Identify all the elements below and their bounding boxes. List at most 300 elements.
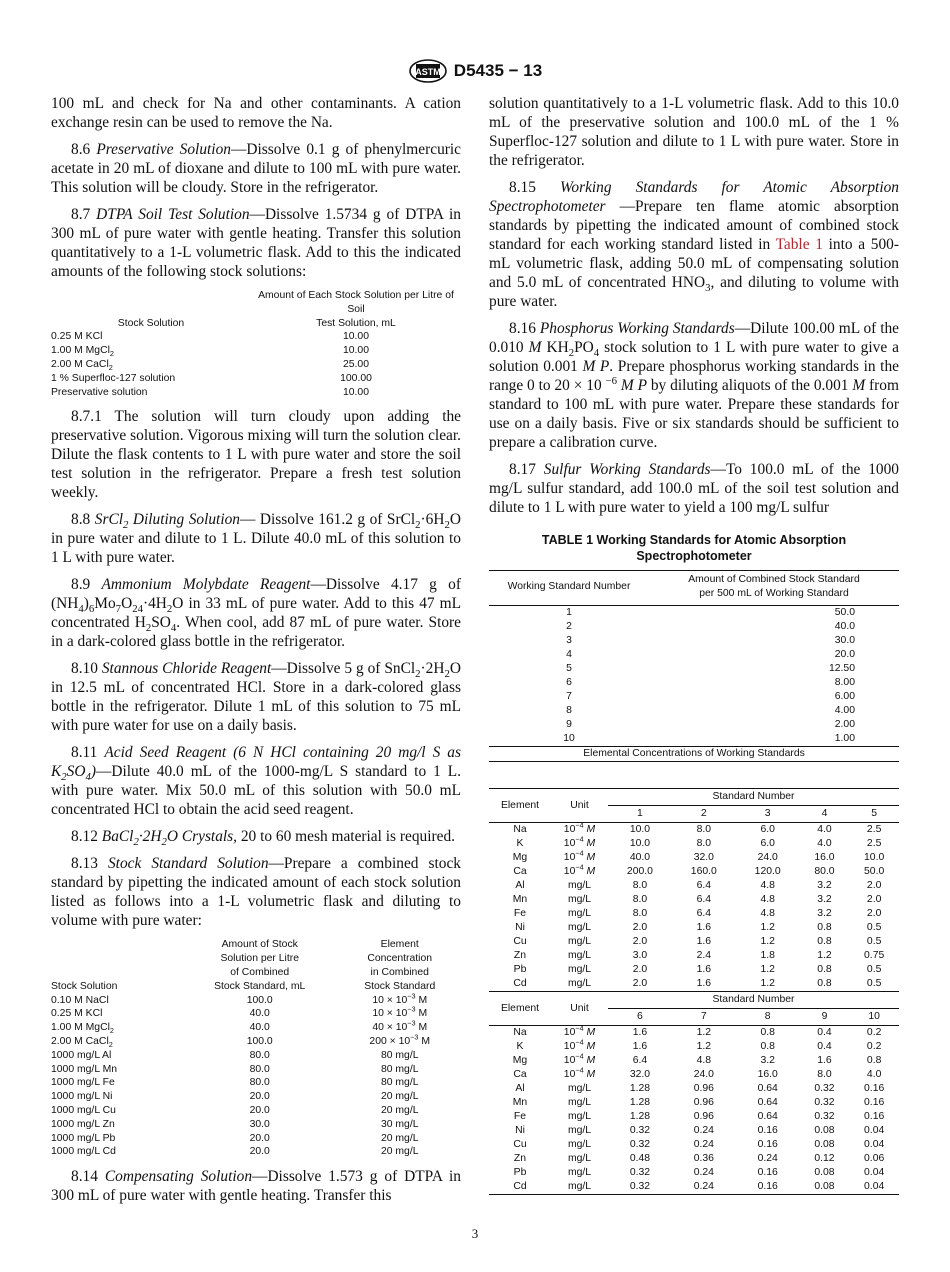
concentration-value: 20 mg/L — [380, 1104, 419, 1116]
amount-value: 80.0 — [249, 1063, 270, 1075]
dtpa-stock-table — [51, 289, 461, 399]
amount-value: 6.00 — [834, 691, 855, 702]
section-8-14: 8.14 Compensating Solution—Dissolve 1.573 g of DTPA in 300 mL of pure water with gentle heating. Transfer this — [51, 1168, 461, 1205]
element-symbol: Fe — [513, 1111, 527, 1122]
amount-value: 1.00 — [834, 733, 855, 744]
standard-number: 8 — [566, 705, 572, 716]
table-row — [489, 1110, 899, 1124]
unit-value: $10^{-4}$ M — [563, 1023, 596, 1038]
table-row — [51, 1132, 461, 1146]
unit-value: mg/L — [567, 908, 592, 919]
concentration-value: 0.08 — [814, 1181, 835, 1192]
table-row — [489, 1124, 899, 1138]
table-row — [51, 1007, 461, 1021]
stock-solution-name: 1.00 M MgCl$_2$ — [51, 1022, 114, 1036]
concentration-value: 3.2 — [817, 880, 832, 891]
concentration-value: 3.2 — [760, 1055, 775, 1066]
table-1-link[interactable]: Table 1 — [775, 236, 823, 253]
unit-value: mg/L — [567, 1083, 592, 1094]
stock-standard-table — [51, 938, 461, 1159]
stock-solution-name: 1000 mg/L Zn — [51, 1118, 115, 1130]
amount-value: 10.00 — [342, 386, 369, 398]
amount-value: 20.0 — [249, 1146, 270, 1158]
element-symbol: Cd — [513, 978, 527, 989]
stock-solution-name: 2.00 M CaCl$_2$ — [51, 1035, 113, 1050]
paragraph: solution quantitatively to a 1-L volumetric flask. Add to this 10.0 mL of the preservative solution and 100.0 mL of the 1 % Superfloc-127 solution and dilute to 1 L with pure water. Store in the refrigerator. — [489, 95, 899, 169]
amount-value: 10.00 — [342, 345, 369, 357]
stock-solution-name: 1000 mg/L Fe — [51, 1077, 115, 1089]
table-row — [489, 1166, 899, 1180]
concentration-value: 120.0 — [754, 866, 781, 877]
table-row — [51, 994, 461, 1008]
column-header: Standard Number — [608, 789, 899, 806]
concentration-value: 0.08 — [814, 1139, 835, 1150]
concentration-value: 6.0 — [760, 824, 775, 835]
standard-number: 9 — [566, 719, 572, 730]
stock-solution-name: 0.25 M KCl — [51, 331, 103, 343]
concentration-value: 1.6 — [817, 1055, 832, 1066]
standard-number-header: 10 — [868, 1011, 880, 1022]
section-8-11: 8.11 Acid Seed Reagent (6 N HCl containing 20 mg/l S as $K_2SO_4)—Dilute$ 40.0 mL of the 1000-mg/L S standard to 1 L. with pure water. Mix 50.0 mL of this solution with 50.0 mL concentrated HCl to obtain the acid seed reagent. — [51, 744, 461, 819]
element-symbol: Ni — [515, 922, 525, 933]
standard-number-header: 1 — [637, 808, 643, 819]
table-row — [51, 1021, 461, 1035]
table-row — [489, 1138, 899, 1152]
concentration-value: 8.0 — [696, 824, 712, 835]
column-header: Solution per Litre — [220, 953, 299, 965]
unit-value: mg/L — [567, 1097, 592, 1108]
column-header: Amount of Each Stock Solution per Litre of Soil — [258, 290, 454, 315]
amount-value: 100.00 — [340, 372, 372, 384]
table-row — [489, 648, 899, 662]
element-symbol: Pb — [513, 964, 527, 975]
concentration-value: 3.2 — [817, 908, 832, 919]
amount-value: 100.0 — [246, 994, 273, 1006]
page-header — [0, 56, 950, 86]
concentration-value: 1.2 — [760, 936, 775, 947]
svg-text:ASTM: ASTM — [415, 67, 441, 77]
concentration-value: 6.4 — [696, 908, 712, 919]
concentration-value: 8.0 — [632, 894, 648, 905]
amount-value: 8.00 — [834, 677, 855, 688]
right-column — [489, 94, 899, 525]
stock-solution-name: 1000 mg/L Cu — [51, 1104, 116, 1116]
table-row — [51, 1049, 461, 1063]
concentration-value: 32.0 — [629, 1069, 651, 1080]
standard-number: 3 — [566, 635, 572, 646]
table-row — [489, 879, 899, 893]
concentration-value: 0.75 — [864, 950, 885, 961]
table-row — [489, 662, 899, 676]
section-8-17: 8.17 Sulfur Working Standards—To 100.0 mL of the 1000 mg/L sulfur standard, add 100.0 mL of the soil test solution and dilute to 1 L with pure water to yield a 100 mg/L sulfur — [489, 461, 899, 516]
concentration-value: 4.8 — [760, 908, 775, 919]
column-header: Test Solution, mL — [316, 317, 396, 329]
concentration-value: 0.5 — [866, 978, 882, 989]
column-header: of Combined — [230, 966, 290, 978]
column-header: Working Standard Number — [507, 581, 631, 592]
column-header: Amount of Combined Stock Standard per 500 mL of Working Standard — [688, 574, 860, 599]
element-symbol: Cu — [513, 936, 527, 947]
concentration-value: 6.0 — [760, 838, 775, 849]
working-standards-table — [489, 570, 899, 762]
table-row — [489, 1026, 899, 1041]
element-symbol: Fe — [513, 908, 527, 919]
table-row — [489, 949, 899, 963]
concentration-value: 0.32 — [629, 1139, 651, 1150]
concentration-value: 20 mg/L — [380, 1132, 419, 1144]
element-symbol: Zn — [513, 950, 527, 961]
concentration-value: 10.0 — [864, 852, 885, 863]
concentration-value: 1.6 — [696, 964, 712, 975]
concentration-value: 0.8 — [760, 1027, 775, 1038]
concentration-value: 0.36 — [693, 1153, 714, 1164]
amount-value: 20.0 — [834, 649, 855, 660]
column-header: Element — [500, 1002, 540, 1014]
table-row — [489, 690, 899, 704]
concentration-value: 0.04 — [864, 1139, 885, 1150]
concentration-value: $200 \times 10^{-3}$ M — [369, 1032, 431, 1047]
header-row — [489, 789, 899, 806]
header-row — [489, 992, 899, 1009]
stock-solution-name: 1000 mg/L Cd — [51, 1146, 116, 1158]
table-row — [489, 732, 899, 746]
element-symbol: Mg — [512, 1055, 528, 1066]
concentration-value: 1.2 — [760, 922, 775, 933]
concentration-value: $40 \times 10^{-3}$ M — [372, 1018, 428, 1034]
stock-solution-name: 1000 mg/L Mn — [51, 1063, 118, 1075]
table-row — [489, 1096, 899, 1110]
table-row — [489, 935, 899, 949]
concentration-value: 0.32 — [814, 1083, 835, 1094]
section-8-12: 8.12 $BaCl_2\cdot 2H_2O$ Crystals, 20 to 60 mesh material is required. — [71, 828, 455, 849]
concentration-value: 24.0 — [757, 852, 778, 863]
element-symbol: K — [516, 1041, 524, 1052]
table-row — [51, 1145, 461, 1159]
concentration-value: 0.16 — [757, 1167, 778, 1178]
table-row — [51, 1076, 461, 1090]
concentration-value: 0.5 — [866, 936, 882, 947]
concentration-value: 0.24 — [693, 1125, 714, 1136]
unit-value: mg/L — [567, 922, 592, 933]
astm-logo-icon — [408, 58, 448, 84]
concentration-value: 0.48 — [629, 1153, 651, 1164]
concentration-value: 1.6 — [696, 936, 712, 947]
concentration-value: 2.0 — [866, 880, 882, 891]
element-symbol: Na — [513, 1027, 527, 1038]
table-row — [489, 634, 899, 648]
concentration-value: 2.0 — [632, 964, 648, 975]
concentration-value: 0.64 — [757, 1111, 778, 1122]
stock-solution-name: 1000 mg/L Pb — [51, 1132, 116, 1144]
left-column — [51, 94, 461, 1213]
amount-value: 30.0 — [834, 635, 855, 646]
document-number: D5435 − 13 — [453, 61, 543, 80]
concentration-value: 2.0 — [866, 894, 882, 905]
concentration-value: 8.0 — [632, 908, 648, 919]
amount-value: 2.00 — [834, 719, 855, 730]
concentration-value: 200.0 — [626, 866, 653, 877]
table-row — [489, 1082, 899, 1096]
concentration-value: 4.8 — [760, 880, 775, 891]
concentration-value: 0.96 — [693, 1083, 714, 1094]
table-row — [51, 330, 461, 344]
concentration-value: 6.4 — [696, 880, 712, 891]
table-row — [51, 386, 461, 400]
concentration-value: 0.2 — [866, 1041, 882, 1052]
amount-value: 40.0 — [249, 1022, 270, 1034]
concentration-value: 80.0 — [814, 866, 835, 877]
standard-number-header: 9 — [821, 1011, 828, 1022]
table-row — [489, 907, 899, 921]
concentration-value: 6.4 — [696, 894, 712, 905]
table-row — [51, 358, 461, 372]
table-row — [489, 704, 899, 718]
table-row — [489, 823, 899, 838]
element-symbol: Al — [515, 880, 525, 891]
concentration-value: 0.08 — [814, 1125, 835, 1136]
amount-value: 4.00 — [834, 705, 855, 716]
concentration-value: 0.24 — [693, 1167, 714, 1178]
table-row — [489, 851, 899, 865]
unit-value: $10^{-4}$ M — [563, 820, 596, 835]
concentration-value: 0.32 — [629, 1167, 651, 1178]
section-8-6: 8.6 Preservative Solution—Dissolve 0.1 g of phenylmercuric acetate in 20 mL of dioxane and dilute to 100 mL with pure water. This solution will be cloudy. Store in the refrigerator. — [51, 141, 461, 196]
concentration-value: 8.0 — [696, 838, 712, 849]
concentration-value: 0.04 — [864, 1167, 885, 1178]
table-row — [489, 606, 899, 621]
unit-value: $10^{-4}$ M — [563, 834, 596, 849]
sub-title: Elemental Concentrations of Working Standards — [583, 748, 805, 759]
unit-value: $10^{-4}$ M — [563, 848, 596, 863]
standard-number: 2 — [566, 621, 572, 632]
stock-solution-name: 1000 mg/L Al — [51, 1049, 112, 1061]
amount-value: 12.50 — [828, 663, 855, 674]
concentration-value: 20 mg/L — [380, 1091, 419, 1103]
concentration-value: 1.28 — [629, 1097, 651, 1108]
concentration-value: 4.0 — [817, 838, 832, 849]
section-8-10: 8.10 Stannous Chloride Reagent—Dissolve 5 g of $SnCl_2\cdot 2H_2O$ in 12.5 mL of concentrated HCl. Store in a dark-colored glass bottle in the refrigerator. Dilute 1 mL of this solution to 75 mL with pure water for use on a daily basis. — [51, 660, 461, 735]
column-header: in Combined — [370, 966, 429, 978]
concentration-value: 32.0 — [693, 852, 714, 863]
concentration-value: 0.24 — [757, 1153, 778, 1164]
element-symbol: Cd — [513, 1181, 527, 1192]
concentration-value: 0.8 — [817, 936, 832, 947]
unit-value: mg/L — [567, 964, 592, 975]
concentration-value: 0.64 — [757, 1097, 778, 1108]
element-symbol: Al — [515, 1083, 525, 1094]
column-header: Element — [500, 799, 540, 811]
table-row — [51, 344, 461, 358]
concentration-value: 0.24 — [693, 1181, 714, 1192]
unit-value: $10^{-4}$ M — [563, 862, 596, 877]
standard-number-header: 5 — [871, 808, 878, 819]
table-row — [51, 1118, 461, 1132]
concentration-value: 80 mg/L — [380, 1063, 419, 1075]
unit-value: mg/L — [567, 1139, 592, 1150]
stock-solution-name: 0.10 M NaCl — [51, 994, 109, 1006]
concentration-value: 0.8 — [817, 964, 832, 975]
standard-number-header: 6 — [637, 1011, 643, 1022]
concentration-value: 0.04 — [864, 1125, 885, 1136]
concentration-value: 0.64 — [757, 1083, 778, 1094]
unit-value: mg/L — [567, 1153, 592, 1164]
table-row — [489, 1040, 899, 1054]
concentration-value: 3.0 — [632, 950, 648, 961]
concentration-value: 0.4 — [817, 1041, 832, 1052]
concentration-value: 1.6 — [632, 1041, 648, 1052]
concentration-value: 0.06 — [864, 1153, 885, 1164]
concentration-value: 0.16 — [864, 1083, 885, 1094]
table-title: TABLE 1 Working Standards for Atomic Absorption Spectrophotometer — [541, 533, 847, 563]
section-8-16: 8.16 Phosphorus Working Standards—Dilute 100.00 mL of the 0.010 M $KH_2PO_4$ stock solution to 1 L with pure water to give a solution 0.001 M P. Prepare phosphorus working standards in the range 0 to 20 × 10 $^{-6}$ M P by diluting aliquots of the 0.001 M from standard to 100 mL with pure water. Prepare these standards for use on a daily basis. Five or six standards should be sufficient to prepare a calibration curve. — [489, 320, 899, 451]
element-symbol: Mn — [512, 894, 528, 905]
concentration-value: 2.5 — [866, 824, 882, 835]
unit-value: mg/L — [567, 1181, 592, 1192]
amount-value: 20.0 — [249, 1104, 270, 1116]
concentration-value: 0.32 — [629, 1125, 651, 1136]
concentration-value: $10 \times 10^{-3}$ M — [372, 991, 428, 1006]
concentration-value: 0.8 — [760, 1041, 775, 1052]
standard-number: 5 — [566, 663, 572, 674]
amount-value: 50.0 — [834, 607, 855, 618]
unit-value: $10^{-4}$ M — [563, 1065, 596, 1080]
unit-value: $10^{-4}$ M — [563, 1037, 596, 1052]
table-row — [51, 1104, 461, 1118]
concentration-value: 4.8 — [696, 1055, 712, 1066]
table-row — [489, 676, 899, 690]
table-row — [489, 1068, 899, 1082]
table-1 — [489, 532, 899, 1195]
concentration-value: 24.0 — [693, 1069, 714, 1080]
table-row — [489, 718, 899, 732]
concentration-value: 160.0 — [690, 866, 717, 877]
standard-number: 7 — [566, 691, 572, 702]
concentration-value: 50.0 — [864, 866, 885, 877]
standard-number: 6 — [566, 677, 572, 688]
concentration-value: 2.0 — [632, 922, 648, 933]
unit-value: mg/L — [567, 978, 592, 989]
concentration-value: 1.2 — [760, 964, 775, 975]
paragraph: 100 mL and check for Na and other contaminants. A cation exchange resin can be used to remove the Na. — [51, 95, 461, 131]
table-row — [489, 1054, 899, 1068]
concentration-value: 0.16 — [864, 1111, 885, 1122]
concentration-value: 0.16 — [757, 1181, 778, 1192]
column-header: Standard Number — [608, 992, 899, 1009]
table-row — [489, 865, 899, 879]
table-row — [51, 1035, 461, 1049]
concentration-value: 0.32 — [814, 1111, 835, 1122]
concentration-value: 2.0 — [632, 978, 648, 989]
concentration-value: 1.28 — [629, 1111, 651, 1122]
concentration-value: 1.2 — [696, 1041, 712, 1052]
elemental-concentrations-table — [489, 788, 899, 1195]
amount-value: 100.0 — [246, 1035, 273, 1047]
concentration-value: 0.2 — [866, 1027, 882, 1038]
section-8-15: 8.15 Working Standards for Atomic Absorption Spectrophotometer —Prepare ten flame atomic absorption standards by pipetting the indicated amount of combined stock standard for each working standard listed in Table 1 into a 500- mL volumetric flask, adding 50.0 mL of compensating solution and 5.0 mL of concentrated $HNO_3$, and diluting to volume with pure water. — [489, 179, 899, 310]
concentration-value: 0.5 — [866, 964, 882, 975]
concentration-value: 3.2 — [817, 894, 832, 905]
amount-value: 25.00 — [342, 358, 369, 370]
element-symbol: Ni — [515, 1125, 525, 1136]
table-row — [51, 1063, 461, 1077]
amount-value: 40.0 — [834, 621, 855, 632]
concentration-value: 8.0 — [632, 880, 648, 891]
element-symbol: Mn — [512, 1097, 528, 1108]
column-header: Stock Solution — [51, 980, 118, 992]
amount-value: 40.0 — [249, 1008, 270, 1020]
concentration-value: 1.8 — [760, 950, 775, 961]
concentration-value: 16.0 — [757, 1069, 778, 1080]
concentration-value: 0.8 — [817, 978, 832, 989]
concentration-value: 0.16 — [757, 1125, 778, 1136]
element-symbol: K — [516, 838, 524, 849]
table-row — [489, 977, 899, 992]
concentration-value: 0.16 — [864, 1097, 885, 1108]
amount-value: 10.00 — [342, 331, 369, 343]
concentration-value: 0.24 — [693, 1139, 714, 1150]
table-row — [489, 1180, 899, 1195]
concentration-value: 2.5 — [866, 838, 882, 849]
column-header: Stock Standard, mL — [214, 980, 306, 992]
concentration-value: 6.4 — [632, 1055, 648, 1066]
element-symbol: Ca — [513, 866, 527, 877]
concentration-value: 0.8 — [866, 1055, 882, 1066]
amount-value: 30.0 — [249, 1118, 270, 1130]
table-row — [51, 372, 461, 386]
concentration-value: 0.04 — [864, 1181, 885, 1192]
stock-solution-name: 1 % Superfloc-127 solution — [51, 372, 176, 384]
unit-value: mg/L — [567, 1111, 592, 1122]
concentration-value: 80 mg/L — [380, 1049, 419, 1061]
stock-solution-name: 2.00 M CaCl$_2$ — [51, 358, 113, 373]
element-symbol: Ca — [513, 1069, 527, 1080]
page-number: 3 — [471, 1226, 479, 1241]
concentration-value: 0.8 — [817, 922, 832, 933]
element-symbol: Cu — [513, 1139, 527, 1150]
concentration-value: 4.8 — [760, 894, 775, 905]
concentration-value: 4.0 — [817, 824, 832, 835]
table-row — [489, 1152, 899, 1166]
column-header: Stock Solution — [117, 317, 185, 329]
section-8-7-1: 8.7.1 The solution will turn cloudy upon adding the preservative solution. Vigorous mixing will turn the solution clear. Dilute the flask contents to 1 L with pure water and store the soil test solution in the refrigerator. Prepare a fresh test solution weekly. — [51, 408, 461, 502]
amount-value: 20.0 — [249, 1132, 270, 1144]
concentration-value: $10 \times 10^{-3}$ M — [372, 1004, 428, 1020]
standard-number: 10 — [563, 733, 575, 744]
concentration-value: 4.0 — [866, 1069, 882, 1080]
concentration-value: 2.0 — [632, 936, 648, 947]
column-header: Amount of Stock — [221, 939, 298, 951]
concentration-value: 1.6 — [632, 1027, 648, 1038]
concentration-value: 0.32 — [814, 1097, 835, 1108]
column-header: Stock Standard — [364, 980, 436, 992]
concentration-value: 30 mg/L — [380, 1118, 419, 1130]
column-header: Element — [380, 939, 419, 951]
unit-value: mg/L — [567, 950, 592, 961]
concentration-value: 1.28 — [629, 1083, 651, 1094]
element-symbol: Na — [513, 824, 527, 835]
concentration-value: 16.0 — [814, 852, 835, 863]
element-symbol: Mg — [512, 852, 528, 863]
concentration-value: 0.12 — [814, 1153, 835, 1164]
concentration-value: 10.0 — [629, 838, 651, 849]
concentration-value: 0.32 — [629, 1181, 651, 1192]
section-8-13: 8.13 Stock Standard Solution—Prepare a combined stock standard by pipetting the indicated amount of each stock solution listed as follows into a 1-L volumetric flask and diluting to volume with pure water: — [51, 855, 461, 930]
concentration-value: 1.2 — [817, 950, 832, 961]
concentration-value: 10.0 — [629, 824, 651, 835]
table-row — [489, 963, 899, 977]
column-header: Unit — [570, 799, 589, 811]
stock-solution-name: Preservative solution — [51, 386, 148, 398]
